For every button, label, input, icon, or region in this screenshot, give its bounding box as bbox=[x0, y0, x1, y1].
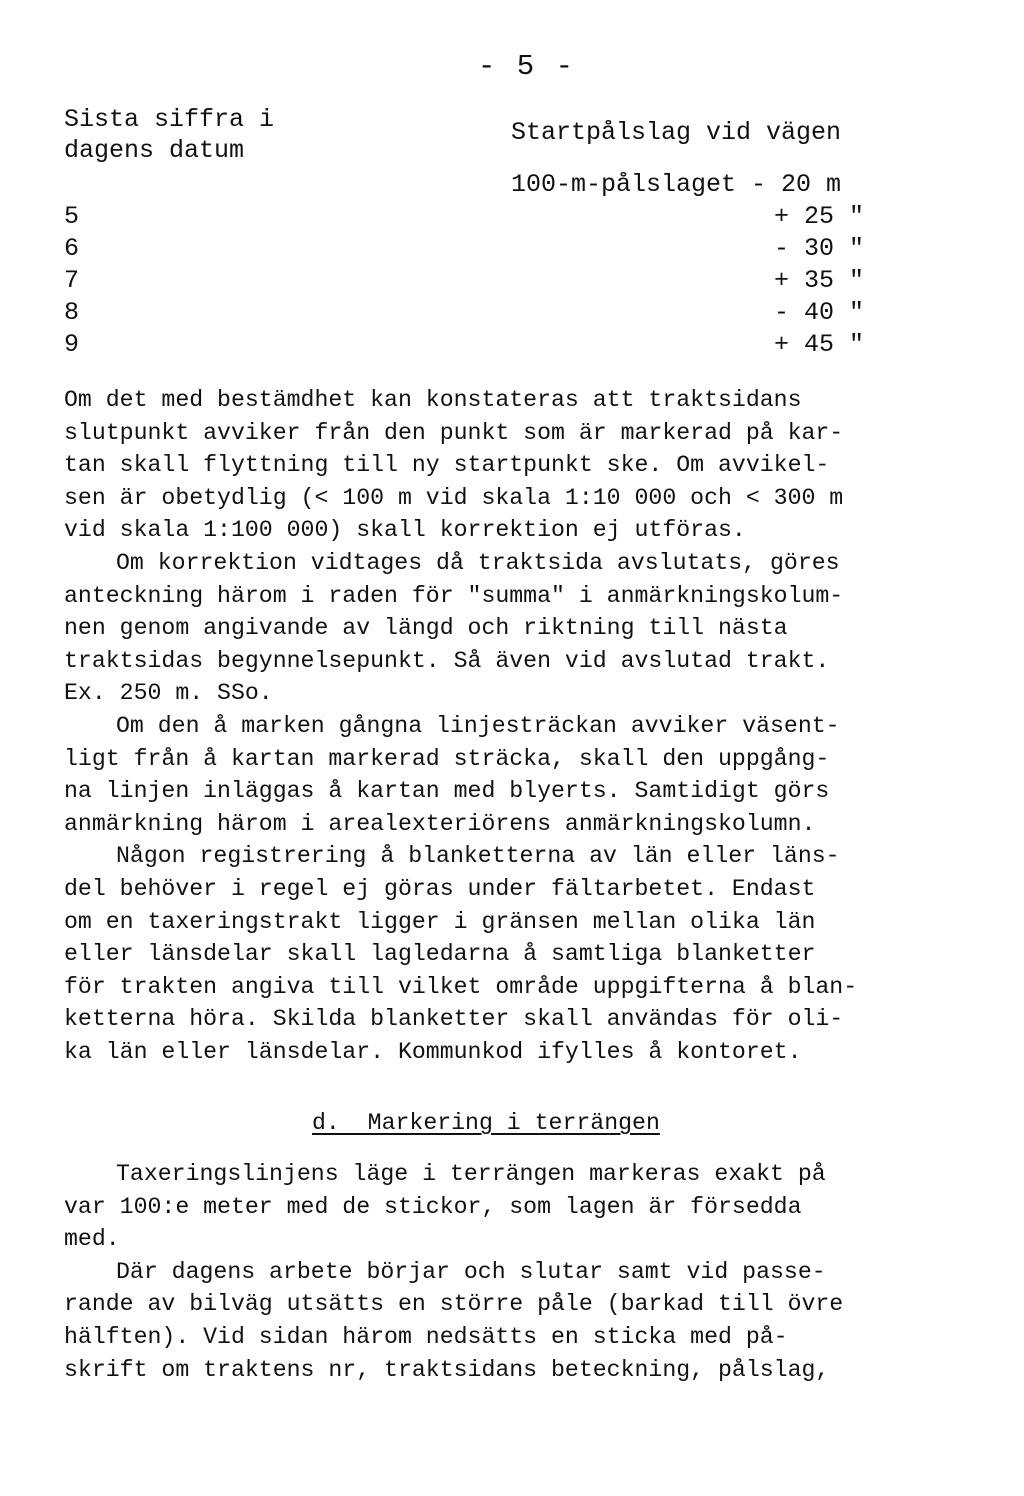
text-line: för trakten angiva till vilket område uppgifterna å blan- bbox=[64, 973, 858, 1000]
paragraph bbox=[64, 547, 984, 710]
paragraph bbox=[64, 1256, 984, 1386]
table-row bbox=[64, 234, 904, 266]
body-text-bottom bbox=[64, 1158, 984, 1386]
table-sub-header: 100-m-pålslaget - 20 m bbox=[511, 170, 842, 199]
text-line: ka län eller länsdelar. Kommunkod ifylles å kontoret. bbox=[64, 1038, 802, 1065]
paragraph bbox=[64, 710, 984, 840]
text-line: del behöver i regel ej göras under fältarbetet. Endast bbox=[64, 875, 816, 902]
table-header-line: dagens datum bbox=[64, 136, 245, 165]
text-line: Ex. 250 m. SSo. bbox=[64, 680, 273, 707]
table-row bbox=[64, 202, 904, 234]
text-line: var 100:e meter med de stickor, som lagen är försedda bbox=[64, 1193, 802, 1220]
text-line: ligt från å kartan markerad sträcka, skall den uppgång- bbox=[64, 745, 830, 772]
text-line: tan skall flyttning till ny startpunkt ske. Om avvikel- bbox=[64, 452, 830, 479]
table-cell-digit: 9 bbox=[64, 330, 80, 359]
text-line: om en taxeringstrakt ligger i gränsen mellan olika län bbox=[64, 908, 816, 935]
table-cell-digit: 8 bbox=[64, 298, 80, 327]
text-line: med. bbox=[64, 1226, 120, 1253]
table-cell-offset: + 35 " bbox=[774, 266, 865, 295]
paragraph bbox=[64, 384, 984, 547]
text-line: slutpunkt avviker från den punkt som är markerad på kar- bbox=[64, 419, 844, 446]
table-row bbox=[64, 330, 904, 362]
text-line: eller länsdelar skall lagledarna å samtliga blanketter bbox=[64, 941, 816, 968]
table-cell-digit: 6 bbox=[64, 234, 80, 263]
text-line: vid skala 1:100 000) skall korrektion ej utföras. bbox=[64, 517, 746, 544]
text-line: anteckning härom i raden för "summa" i anmärkningskolum- bbox=[64, 582, 844, 609]
table-header-start-stake: Startpålslag vid vägen bbox=[511, 118, 842, 147]
table-cell-offset: - 40 " bbox=[774, 298, 865, 327]
text-line: Där dagens arbete börjar och slutar samt vid passe- bbox=[116, 1258, 826, 1285]
text-line: ketterna höra. Skilda blanketter skall användas för oli- bbox=[64, 1006, 844, 1033]
text-line: Om det med bestämdhet kan konstateras att traktsidans bbox=[64, 387, 802, 413]
section-heading: d. Markering i terrängen bbox=[312, 1110, 660, 1136]
text-line: Någon registrering å blanketterna av län eller läns- bbox=[116, 843, 840, 870]
paragraph bbox=[64, 1158, 984, 1256]
text-line: Om korrektion vidtages då traktsida avslutats, göres bbox=[116, 549, 840, 576]
table-cell-digit: 7 bbox=[64, 266, 80, 295]
table-header-line: Sista siffra i bbox=[64, 105, 275, 134]
text-line: sen är obetydlig (< 100 m vid skala 1:10 000 och < 300 m bbox=[64, 484, 844, 511]
text-line: anmärkning härom i arealexteriörens anmärkningskolumn. bbox=[64, 810, 816, 837]
table-header-last-digit bbox=[64, 104, 274, 166]
offset-table bbox=[64, 202, 904, 362]
table-cell-offset: - 30 " bbox=[774, 234, 865, 263]
text-line: skrift om traktens nr, traktsidans beteckning, pålslag, bbox=[64, 1356, 830, 1383]
text-line: Taxeringslinjens läge i terrängen markeras exakt på bbox=[116, 1161, 826, 1187]
table-row bbox=[64, 298, 904, 330]
text-line: na linjen inläggas å kartan med blyerts. Samtidigt görs bbox=[64, 778, 830, 805]
text-line: hälften). Vid sidan härom nedsätts en sticka med på- bbox=[64, 1323, 788, 1350]
text-line: traktsidas begynnelsepunkt. Så även vid avslutad trakt. bbox=[64, 647, 830, 674]
table-cell-offset: + 25 " bbox=[774, 202, 865, 231]
body-text-top bbox=[64, 384, 984, 1068]
table-row bbox=[64, 266, 904, 298]
text-line: nen genom angivande av längd och riktning till nästa bbox=[64, 615, 788, 642]
paragraph bbox=[64, 840, 984, 1068]
text-line: Om den å marken gångna linjesträckan avviker väsent- bbox=[116, 712, 840, 739]
table-cell-offset: + 45 " bbox=[774, 330, 865, 359]
table-cell-digit: 5 bbox=[64, 202, 80, 231]
text-line: rande av bilväg utsätts en större påle (barkad till övre bbox=[64, 1291, 844, 1318]
page-number: - 5 - bbox=[478, 50, 576, 83]
